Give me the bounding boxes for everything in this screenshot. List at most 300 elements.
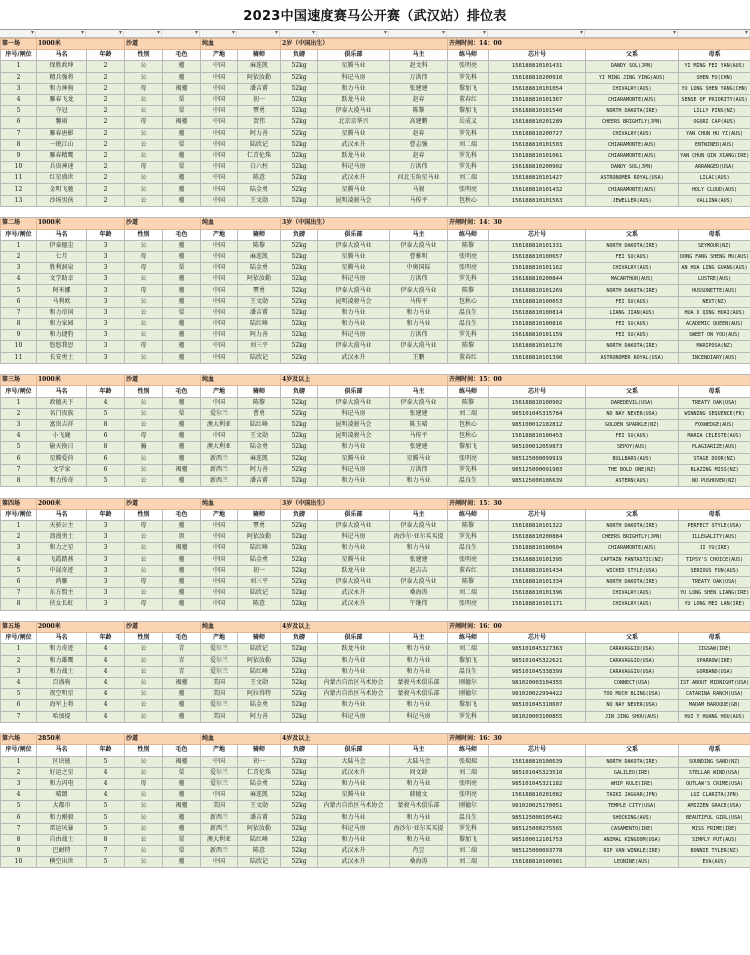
cell-club: 武汉永升 xyxy=(318,588,390,599)
cell-age: 2 xyxy=(87,61,125,72)
cell-weight: 52kg xyxy=(281,834,318,845)
cell-trainer: 黎加飞 xyxy=(448,83,489,94)
cell-origin: 美国 xyxy=(201,711,238,722)
cell-age: 4 xyxy=(87,666,125,677)
column-header-trainer: 练马师 xyxy=(448,386,489,397)
cell-club: 科记马房 xyxy=(318,408,390,419)
table-row[interactable] xyxy=(1,352,750,363)
table-row[interactable] xyxy=(1,330,750,341)
spacer-cell xyxy=(679,722,750,734)
cell-club: 科记马房 xyxy=(318,464,390,475)
cell-horse-name: 和力神驹 xyxy=(37,83,87,94)
cell-horse-name: 夜空明星 xyxy=(37,689,87,700)
spacer-cell xyxy=(489,487,586,499)
cell-horse-name: 阿米娜 xyxy=(37,285,87,296)
cell-sex: 公 xyxy=(125,106,163,117)
table-row[interactable] xyxy=(1,655,750,666)
cell-weight: 52kg xyxy=(281,790,318,801)
cell-origin: 新西兰 xyxy=(201,453,238,464)
table-row[interactable] xyxy=(1,521,750,532)
table-row[interactable] xyxy=(1,162,750,173)
cell-owner: 万洪伟 xyxy=(390,274,448,285)
column-header-owner: 马主 xyxy=(390,229,448,240)
cell-seq: 13 xyxy=(1,195,37,206)
table-row[interactable] xyxy=(1,767,750,778)
cell-seq: 7 xyxy=(1,307,37,318)
cell-chip: 985101045322621 xyxy=(489,655,586,666)
cell-dam: LILLY PINS(NZ) xyxy=(679,106,750,117)
column-header-weight: 负磅 xyxy=(281,50,318,61)
cell-sire: LIANG JIAN(AUS) xyxy=(586,307,679,318)
column-header-row xyxy=(1,745,750,756)
cell-owner: 和力马业 xyxy=(390,666,448,677)
cell-seq: 9 xyxy=(1,330,37,341)
cell-age: 3 xyxy=(87,543,125,554)
filter-dropdown-chip[interactable] xyxy=(488,30,585,37)
cell-jockey: 陈意 xyxy=(238,846,281,857)
table-row[interactable] xyxy=(1,296,750,307)
table-row[interactable] xyxy=(1,464,750,475)
cell-sex: 公 xyxy=(125,700,163,711)
cell-weight: 52kg xyxy=(281,319,318,330)
cell-weight: 52kg xyxy=(281,431,318,442)
table-row[interactable] xyxy=(1,812,750,823)
cell-jockey: 陈黎 xyxy=(238,397,281,408)
cell-horse-name: 大都市 xyxy=(37,801,87,812)
column-header-origin: 产地 xyxy=(201,50,238,61)
cell-sire: NORTH DAKOTA(IRE) xyxy=(586,521,679,532)
cell-horse-name: 横空出世 xyxy=(37,857,87,868)
column-header-chip: 芯片号 xyxy=(489,229,586,240)
filter-dropdown-dam[interactable] xyxy=(678,30,750,37)
cell-trainer: 温良生 xyxy=(448,475,489,486)
cell-sex: 母 xyxy=(125,251,163,262)
cell-trainer: 黎加飞 xyxy=(448,106,489,117)
cell-owner: 陈玉晴 xyxy=(390,420,448,431)
cell-trainer: 董春红 xyxy=(448,565,489,576)
cell-sire: CHIARAMONTE(AUS) xyxy=(586,139,679,150)
cell-club: 伊泰大漠马业 xyxy=(318,397,390,408)
table-row[interactable] xyxy=(1,72,750,83)
cell-sire: FEI SU(AUS) xyxy=(586,319,679,330)
race-number: 第五场 xyxy=(1,622,37,633)
cell-origin: 爱尔兰 xyxy=(201,778,238,789)
cell-coat: 褐骝 xyxy=(163,801,201,812)
cell-horse-name: 名门贵族 xyxy=(37,408,87,419)
cell-horse-name: 雁春唐影 xyxy=(37,128,87,139)
table-row[interactable] xyxy=(1,106,750,117)
table-row[interactable] xyxy=(1,263,750,274)
cell-origin: 中国 xyxy=(201,319,238,330)
cell-horse-name: 雷运风暴 xyxy=(37,823,87,834)
table-row[interactable] xyxy=(1,61,750,72)
cell-horse-name: 百盛驹 xyxy=(37,677,87,688)
cell-jockey: 阿依汝勒 xyxy=(238,274,281,285)
cell-chip: 156188810200844 xyxy=(489,274,586,285)
cell-seq: 2 xyxy=(1,655,37,666)
table-row[interactable] xyxy=(1,588,750,599)
spacer-cell xyxy=(586,487,679,499)
table-row[interactable] xyxy=(1,823,750,834)
filter-dropdown-trainer[interactable] xyxy=(447,30,488,37)
cell-seq: 9 xyxy=(1,846,37,857)
cell-dam: SERIOUS FUN(AUS) xyxy=(679,565,750,576)
column-header-club: 俱乐部 xyxy=(318,633,390,644)
cell-sex: 公 xyxy=(125,139,163,150)
table-row[interactable] xyxy=(1,150,750,161)
column-header-seq: 序号/闸位 xyxy=(1,509,37,520)
cell-dam: BEAUTIFUL GIRL(USA) xyxy=(679,812,750,823)
cell-owner: 海沙尔·亚尔买买提 xyxy=(390,532,448,543)
column-header-owner: 马主 xyxy=(390,509,448,520)
cell-jockey: 陆红峰 xyxy=(238,666,281,677)
column-header-weight: 负磅 xyxy=(281,633,318,644)
table-row[interactable] xyxy=(1,700,750,711)
cell-sire: THE BOLD ONE(NZ) xyxy=(586,464,679,475)
cell-owner: 和力马业 xyxy=(390,655,448,666)
cell-origin: 中国 xyxy=(201,341,238,352)
cell-age: 4 xyxy=(87,711,125,722)
spacer-cell xyxy=(37,363,87,375)
table-row[interactable] xyxy=(1,677,750,688)
cell-club: 内蒙古自治区马术协会 xyxy=(318,689,390,700)
column-header-horse-name: 马名 xyxy=(37,745,87,756)
table-row[interactable] xyxy=(1,756,750,767)
cell-club: 和力马业 xyxy=(318,475,390,486)
column-header-coat: 毛色 xyxy=(163,633,201,644)
cell-trainer: 罗先科 xyxy=(448,72,489,83)
cell-seq: 10 xyxy=(1,857,37,868)
cell-sex: 母 xyxy=(125,341,163,352)
cell-chip: 156188810101054 xyxy=(489,83,586,94)
cell-owner: 赵春 xyxy=(390,150,448,161)
spacer-row xyxy=(1,610,750,622)
cell-owner: 曹雅明 xyxy=(390,251,448,262)
cell-dam: TREATY OAK(USA) xyxy=(679,397,750,408)
table-row[interactable] xyxy=(1,397,750,408)
cell-club: 和力马业 xyxy=(318,655,390,666)
table-row[interactable] xyxy=(1,251,750,262)
spacer-cell xyxy=(201,363,238,375)
cell-horse-name: 一统江山 xyxy=(37,139,87,150)
table-row[interactable] xyxy=(1,83,750,94)
cell-sire: DANDY SOL(JPN) xyxy=(586,162,679,173)
cell-sire: TAIKI JAGUAR(JPN) xyxy=(586,790,679,801)
cell-coat: 栗 xyxy=(163,767,201,778)
cell-horse-name: 海军上将 xyxy=(37,700,87,711)
table-row[interactable] xyxy=(1,341,750,352)
cell-seq: 4 xyxy=(1,94,37,105)
cell-club: 科记马房 xyxy=(318,711,390,722)
cell-horse-name: 和力家园 xyxy=(37,319,87,330)
cell-dam: STELLAR WIND(USA) xyxy=(679,767,750,778)
cell-weight: 52kg xyxy=(281,565,318,576)
cell-sire: WICKED STYLE(USA) xyxy=(586,565,679,576)
table-row[interactable] xyxy=(1,475,750,486)
cell-coat: 骝 xyxy=(163,150,201,161)
cell-owner: 星腾马业 xyxy=(390,453,448,464)
table-row[interactable] xyxy=(1,453,750,464)
cell-horse-name: 文学助幸 xyxy=(37,274,87,285)
cell-club: 和力马业 xyxy=(318,812,390,823)
cell-jockey: 初一 xyxy=(238,94,281,105)
cell-owner: 河北玉角星马业 xyxy=(390,173,448,184)
column-header-row xyxy=(1,509,750,520)
cell-seq: 10 xyxy=(1,341,37,352)
cell-weight: 52kg xyxy=(281,554,318,565)
cell-jockey: 潘吉甫 xyxy=(238,475,281,486)
cell-age: 3 xyxy=(87,554,125,565)
cell-chip: 156188810100657 xyxy=(489,251,586,262)
filter-dropdown-jockey[interactable] xyxy=(237,30,280,37)
cell-sex: 公 xyxy=(125,565,163,576)
cell-sex: 公 xyxy=(125,666,163,677)
cell-seq: 8 xyxy=(1,599,37,610)
filter-dropdown-owner[interactable] xyxy=(389,30,447,37)
table-row[interactable] xyxy=(1,532,750,543)
table-row[interactable] xyxy=(1,139,750,150)
cell-jockey: 麻连凯 xyxy=(238,790,281,801)
cell-club: 跃龙马业 xyxy=(318,94,390,105)
table-row[interactable] xyxy=(1,543,750,554)
cell-club: 星腾马业 xyxy=(318,251,390,262)
cell-club: 武汉永升 xyxy=(318,767,390,778)
cell-seq: 3 xyxy=(1,778,37,789)
cell-dam: SWEET ON YOU(AUS) xyxy=(679,330,750,341)
spacer-cell xyxy=(87,487,125,499)
table-row[interactable] xyxy=(1,408,750,419)
cell-jockey: 陆金勇 xyxy=(238,442,281,453)
table-row[interactable] xyxy=(1,128,750,139)
spacer-cell xyxy=(489,363,586,375)
column-header-dam: 母系 xyxy=(679,745,750,756)
filter-dropdown-sire[interactable] xyxy=(585,30,678,37)
table-row[interactable] xyxy=(1,644,750,655)
cell-weight: 52kg xyxy=(281,655,318,666)
cell-sex: 公 xyxy=(125,352,163,363)
filter-dropdown-club[interactable] xyxy=(317,30,389,37)
cell-age: 3 xyxy=(87,532,125,543)
cell-club: 和力马业 xyxy=(318,543,390,554)
table-row[interactable] xyxy=(1,689,750,700)
filter-dropdown-coat[interactable] xyxy=(162,30,200,37)
cell-chip: 981020003104355 xyxy=(489,677,586,688)
spacer-cell xyxy=(586,610,679,622)
cell-owner: 陈黎 xyxy=(390,106,448,117)
cell-sire: ANIMAL KINGDOM(USA) xyxy=(586,834,679,845)
cell-owner: 和力马业 xyxy=(390,812,448,823)
spacer-cell xyxy=(238,487,281,499)
cell-age: 2 xyxy=(87,162,125,173)
table-row[interactable] xyxy=(1,846,750,857)
cell-trainer: 刚德尔 xyxy=(448,801,489,812)
spacer-cell xyxy=(125,487,163,499)
cell-sex: 公 xyxy=(125,857,163,868)
filter-dropdown-horse-name[interactable] xyxy=(36,30,86,37)
column-header-sire: 父系 xyxy=(586,633,679,644)
cell-dam: ACADEMIC QUEEN(AUS) xyxy=(679,319,750,330)
table-row[interactable] xyxy=(1,285,750,296)
spacer-cell xyxy=(489,610,586,622)
cell-coat: 骝 xyxy=(163,296,201,307)
cell-jockey: 阿力善 xyxy=(238,464,281,475)
cell-sire: NORTH DAKOTA(IRE) xyxy=(586,756,679,767)
cell-trainer: 罗先科 xyxy=(448,274,489,285)
cell-chip: 156188810101540 xyxy=(489,106,586,117)
table-row[interactable] xyxy=(1,117,750,128)
cell-seq: 7 xyxy=(1,588,37,599)
cell-dam: SIMPLY PUT(AUS) xyxy=(679,834,750,845)
cell-horse-name: 自由战士 xyxy=(37,834,87,845)
cell-jockey: 曹勇 xyxy=(238,408,281,419)
column-header-origin: 产地 xyxy=(201,745,238,756)
cell-coat: 骝 xyxy=(163,319,201,330)
column-header-age: 年龄 xyxy=(87,229,125,240)
cell-horse-name: 和力捷豹 xyxy=(37,330,87,341)
table-row[interactable] xyxy=(1,184,750,195)
table-row[interactable] xyxy=(1,195,750,206)
cell-club: 昆明凌骏马会 xyxy=(318,420,390,431)
cell-coat: 骝 xyxy=(163,341,201,352)
cell-weight: 52kg xyxy=(281,285,318,296)
spacer-cell xyxy=(238,610,281,622)
cell-club: 昆明凌骏马会 xyxy=(318,296,390,307)
filter-dropdown-weight[interactable] xyxy=(280,30,317,37)
cell-origin: 中国 xyxy=(201,330,238,341)
cell-owner: 万洪伟 xyxy=(390,162,448,173)
column-header-trainer: 练马师 xyxy=(448,229,489,240)
table-row[interactable] xyxy=(1,431,750,442)
spacer-cell xyxy=(489,206,586,218)
table-row[interactable] xyxy=(1,576,750,587)
cell-chip: 156188810200910 xyxy=(489,72,586,83)
table-row[interactable] xyxy=(1,857,750,868)
cell-jockey: 贺伟 xyxy=(238,117,281,128)
cell-jockey: 覃勇 xyxy=(238,521,281,532)
cell-trainer: 张明亮 xyxy=(448,790,489,801)
cell-jockey: 初一 xyxy=(238,565,281,576)
cell-owner: 和力马业 xyxy=(390,834,448,845)
race-header-row xyxy=(1,375,750,386)
column-header-dam: 母系 xyxy=(679,509,750,520)
column-header-chip: 芯片号 xyxy=(489,386,586,397)
cell-trainer: 包秋心 xyxy=(448,431,489,442)
filter-dropdown-origin[interactable] xyxy=(200,30,237,37)
table-row[interactable] xyxy=(1,778,750,789)
table-row[interactable] xyxy=(1,442,750,453)
table-row[interactable] xyxy=(1,801,750,812)
table-row[interactable] xyxy=(1,319,750,330)
cell-weight: 52kg xyxy=(281,251,318,262)
spacer-cell xyxy=(390,610,448,622)
cell-sex: 公 xyxy=(125,296,163,307)
cell-owner: 和力马业 xyxy=(390,700,448,711)
cell-jockey: 仁青伦珠 xyxy=(238,150,281,161)
cell-age: 2 xyxy=(87,139,125,150)
cell-sex: 母 xyxy=(125,521,163,532)
cell-dam: STAGE DOOR(NZ) xyxy=(679,453,750,464)
cell-owner: 午继伟 xyxy=(390,599,448,610)
cell-weight: 52kg xyxy=(281,263,318,274)
cell-club: 大陆马会 xyxy=(318,756,390,767)
race-start-time: 开闸时间：16：00 xyxy=(448,622,750,633)
column-header-row xyxy=(1,50,750,61)
cell-seq: 5 xyxy=(1,285,37,296)
column-header-seq: 序号/闸位 xyxy=(1,633,37,644)
column-header-coat: 毛色 xyxy=(163,386,201,397)
cell-sire: CARAVAGGIO(USA) xyxy=(586,655,679,666)
table-row[interactable] xyxy=(1,599,750,610)
cell-trainer: 张明亮 xyxy=(448,778,489,789)
table-row[interactable] xyxy=(1,173,750,184)
cell-age: 3 xyxy=(87,588,125,599)
cell-age: 4 xyxy=(87,790,125,801)
cell-sire: ASTRONOMER ROYAL(USA) xyxy=(586,352,679,363)
cell-origin: 爱尔兰 xyxy=(201,666,238,677)
table-row[interactable] xyxy=(1,666,750,677)
cell-owner: 张建建 xyxy=(390,83,448,94)
cell-jockey: 陆欣记 xyxy=(238,857,281,868)
race-distance: 2000米 xyxy=(37,498,125,509)
table-row[interactable] xyxy=(1,307,750,318)
table-row[interactable] xyxy=(1,790,750,801)
cell-owner: 伊泰大漠马业 xyxy=(390,397,448,408)
cell-coat: 栗 xyxy=(163,263,201,274)
table-row[interactable] xyxy=(1,554,750,565)
cell-seq: 5 xyxy=(1,689,37,700)
cell-coat: 褐骝 xyxy=(163,464,201,475)
cell-owner: 万洪伟 xyxy=(390,72,448,83)
table-row[interactable] xyxy=(1,711,750,722)
table-row[interactable] xyxy=(1,420,750,431)
cell-origin: 美国 xyxy=(201,677,238,688)
cell-sire: CHIVALRY(AUS) xyxy=(586,599,679,610)
cell-chip: 156188810101322 xyxy=(489,521,586,532)
filter-dropdown-seq[interactable] xyxy=(0,30,36,37)
table-row[interactable] xyxy=(1,240,750,251)
race-header-row xyxy=(1,218,750,229)
cell-seq: 3 xyxy=(1,543,37,554)
cell-owner: 和力马业 xyxy=(390,319,448,330)
cell-age: 8 xyxy=(87,442,125,453)
cell-club: 武汉永升 xyxy=(318,599,390,610)
table-row[interactable] xyxy=(1,565,750,576)
cell-coat: 栗 xyxy=(163,307,201,318)
column-header-coat: 毛色 xyxy=(163,50,201,61)
cell-dam: SEYMOUR(NZ) xyxy=(679,240,750,251)
column-header-origin: 产地 xyxy=(201,229,238,240)
cell-weight: 52kg xyxy=(281,778,318,789)
cell-club: 和力马业 xyxy=(318,834,390,845)
filter-dropdown-sex[interactable] xyxy=(124,30,162,37)
table-row[interactable] xyxy=(1,834,750,845)
race-distance: 2000米 xyxy=(37,622,125,633)
table-row[interactable] xyxy=(1,274,750,285)
cell-coat: 栗 xyxy=(163,106,201,117)
table-row[interactable] xyxy=(1,94,750,105)
spacer-cell xyxy=(87,722,125,734)
cell-club: 武汉永升 xyxy=(318,139,390,150)
cell-age: 2 xyxy=(87,128,125,139)
column-header-sire: 父系 xyxy=(586,509,679,520)
filter-dropdown-age[interactable] xyxy=(86,30,124,37)
cell-age: 4 xyxy=(87,644,125,655)
cell-owner: 科记马房 xyxy=(390,711,448,722)
cell-dam: CATARINA RANCH(USA) xyxy=(679,689,750,700)
cell-sire: CHIVALRY(AUS) xyxy=(586,263,679,274)
cell-sire: NO NAY NEVER(USA) xyxy=(586,408,679,419)
race-breed: 纯血 xyxy=(201,498,281,509)
